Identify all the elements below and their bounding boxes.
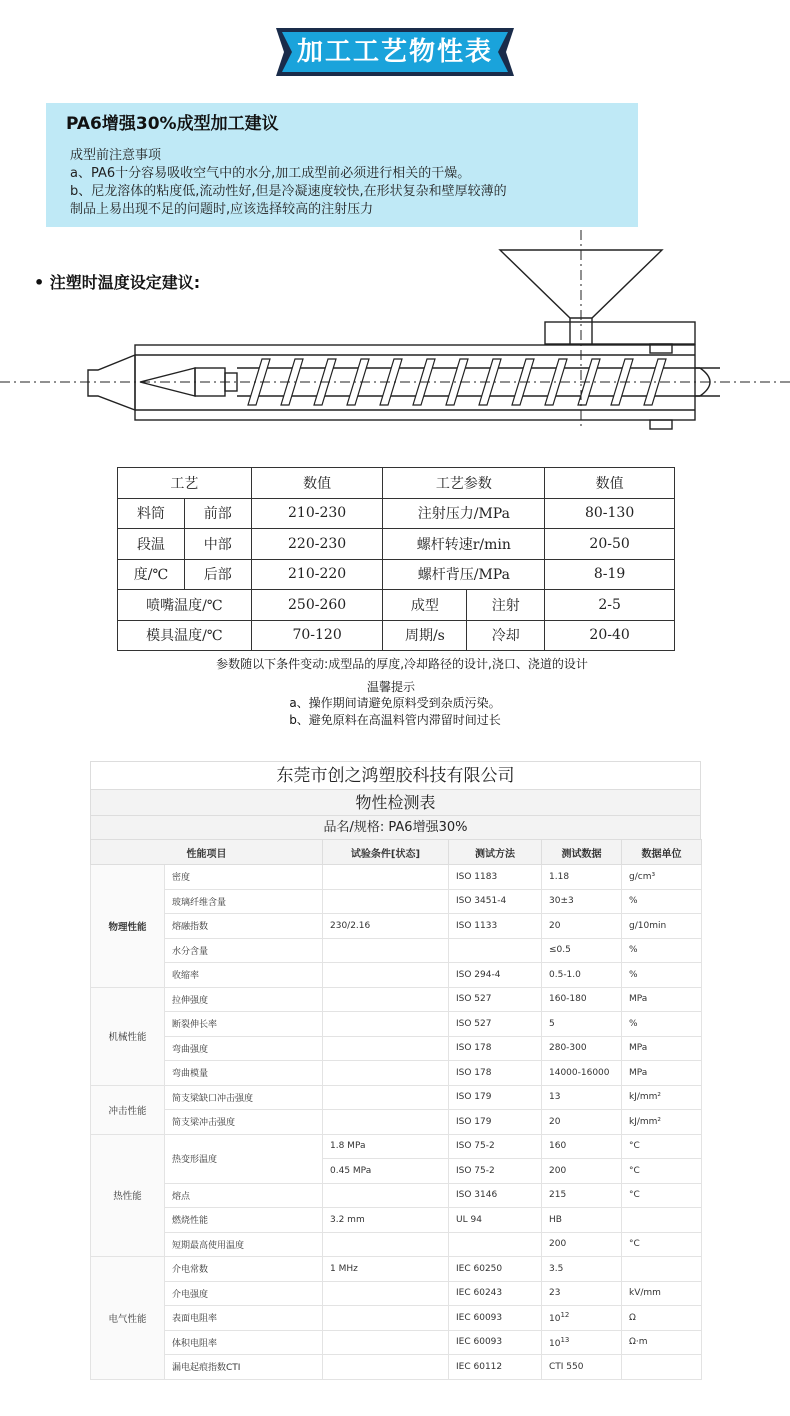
- unit-cell: MPa: [622, 1061, 702, 1086]
- mold-value: 70-120: [251, 620, 383, 651]
- property-row: [91, 1012, 702, 1037]
- item-label: 简支梁缺口冲击强度: [165, 1085, 323, 1110]
- unit-cell: °C: [622, 1232, 702, 1257]
- barrel-label: 段温: [118, 529, 185, 560]
- condition-cell: 0.45 MPa: [323, 1159, 449, 1184]
- property-row: [91, 1355, 702, 1380]
- inject-label: 注射: [467, 590, 545, 621]
- condition-cell: [323, 1183, 449, 1208]
- value-cell: CTI 550: [542, 1355, 622, 1380]
- item-label: 体积电阻率: [165, 1330, 323, 1355]
- property-row: [91, 987, 702, 1012]
- unit-cell: g/cm³: [622, 865, 702, 890]
- group-label: 热性能: [91, 1134, 165, 1257]
- value-cell: 160: [542, 1134, 622, 1159]
- unit-cell: g/10min: [622, 914, 702, 939]
- property-table: [90, 839, 702, 1380]
- item-label: 热变形温度: [165, 1134, 323, 1183]
- tip-line: a、操作期间请避免原料受到杂质污染。: [289, 696, 501, 710]
- group-label: 机械性能: [91, 987, 165, 1085]
- condition-cell: 230/2.16: [323, 914, 449, 939]
- method-cell: ISO 75-2: [449, 1159, 542, 1184]
- method-cell: ISO 3146: [449, 1183, 542, 1208]
- item-label: 弯曲强度: [165, 1036, 323, 1061]
- value-cell: 20: [542, 1110, 622, 1135]
- param-label: 注射压力/MPa: [383, 498, 545, 529]
- unit-cell: kJ/mm²: [622, 1085, 702, 1110]
- nozzle-label: 喷嘴温度/℃: [118, 590, 252, 621]
- item-label: 表面电阻率: [165, 1306, 323, 1331]
- zone-label: 中部: [184, 529, 251, 560]
- property-row: [91, 914, 702, 939]
- value-cell: 200: [542, 1232, 622, 1257]
- condition-cell: [323, 1110, 449, 1135]
- unit-cell: kV/mm: [622, 1281, 702, 1306]
- unit-cell: %: [622, 938, 702, 963]
- item-label: 燃烧性能: [165, 1208, 323, 1233]
- value-cell: 215: [542, 1183, 622, 1208]
- cycle-label: 周期/s: [383, 620, 467, 651]
- sheet-title: 物性检测表: [90, 789, 701, 815]
- method-cell: ISO 294-4: [449, 963, 542, 988]
- method-cell: ISO 179: [449, 1110, 542, 1135]
- unit-cell: °C: [622, 1159, 702, 1184]
- property-row: [91, 889, 702, 914]
- param-value: 20-50: [545, 529, 675, 560]
- col-header: 数据单位: [622, 840, 702, 865]
- value-cell: 0.5-1.0: [542, 963, 622, 988]
- col-header: 数值: [545, 468, 675, 499]
- nozzle-value: 250-260: [251, 590, 383, 621]
- property-row: [91, 1281, 702, 1306]
- param-label: 螺杆转速r/min: [383, 529, 545, 560]
- value-cell: [542, 1306, 622, 1331]
- unit-cell: [622, 1355, 702, 1380]
- value-base: 10: [549, 1338, 561, 1349]
- zone-value: 210-220: [251, 559, 383, 590]
- inject-value: 2-5: [545, 590, 675, 621]
- tip-line: b、避免原料在高温料管内滞留时间过长: [289, 713, 501, 727]
- item-label: 介电强度: [165, 1281, 323, 1306]
- advice-box: [46, 103, 638, 227]
- property-row: [91, 938, 702, 963]
- condition-cell: [323, 1306, 449, 1331]
- zone-value: 210-230: [251, 498, 383, 529]
- condition-cell: [323, 1281, 449, 1306]
- value-cell: 3.5: [542, 1257, 622, 1282]
- col-header: 数值: [251, 468, 383, 499]
- property-row: [91, 1232, 702, 1257]
- item-label: 简支梁冲击强度: [165, 1110, 323, 1135]
- method-cell: ISO 75-2: [449, 1134, 542, 1159]
- unit-cell: kJ/mm²: [622, 1110, 702, 1135]
- item-label: 玻璃纤维含量: [165, 889, 323, 914]
- param-value: 80-130: [545, 498, 675, 529]
- item-label: 水分含量: [165, 938, 323, 963]
- property-row: [91, 1085, 702, 1110]
- unit-cell: °C: [622, 1134, 702, 1159]
- value-base: 10: [549, 1314, 561, 1325]
- unit-cell: %: [622, 1012, 702, 1037]
- condition-cell: [323, 963, 449, 988]
- method-cell: ISO 527: [449, 987, 542, 1012]
- injection-screw-diagram: [0, 230, 790, 440]
- unit-cell: MPa: [622, 987, 702, 1012]
- unit-cell: MPa: [622, 1036, 702, 1061]
- condition-cell: [323, 1355, 449, 1380]
- cool-value: 20-40: [545, 620, 675, 651]
- method-cell: IEC 60093: [449, 1306, 542, 1331]
- property-row: [91, 1183, 702, 1208]
- property-row: [91, 1061, 702, 1086]
- col-header: 测试方法: [449, 840, 542, 865]
- method-cell: ISO 178: [449, 1036, 542, 1061]
- group-label: 电气性能: [91, 1257, 165, 1380]
- method-cell: IEC 60243: [449, 1281, 542, 1306]
- method-cell: IEC 60250: [449, 1257, 542, 1282]
- col-header: 试验条件[状态]: [323, 840, 449, 865]
- method-cell: [449, 1232, 542, 1257]
- value-cell: 14000-16000: [542, 1061, 622, 1086]
- advice-line: a、PA6十分容易吸收空气中的水分,加工成型前必须进行相关的干燥。: [70, 166, 471, 181]
- param-label: 螺杆背压/MPa: [383, 559, 545, 590]
- unit-cell: [622, 1257, 702, 1282]
- tip-title: 温馨提示: [366, 680, 415, 694]
- barrel-label: 度/℃: [118, 559, 185, 590]
- value-cell: 5: [542, 1012, 622, 1037]
- advice-title: PA6增强30%成型加工建议: [66, 114, 279, 134]
- property-row: [91, 1306, 702, 1331]
- item-label: 弯曲模量: [165, 1061, 323, 1086]
- variation-note: 参数随以下条件变动:成型品的厚度,冷却路径的设计,浇口、浇道的设计: [216, 657, 588, 671]
- value-cell: 200: [542, 1159, 622, 1184]
- method-cell: ISO 179: [449, 1085, 542, 1110]
- value-cell: 280-300: [542, 1036, 622, 1061]
- item-label: 熔融指数: [165, 914, 323, 939]
- property-row: [91, 1208, 702, 1233]
- advice-line: b、尼龙溶体的粘度低,流动性好,但是冷凝速度较快,在形状复杂和壁厚较薄的: [70, 184, 507, 199]
- value-cell: 1.18: [542, 865, 622, 890]
- value-cell: 20: [542, 914, 622, 939]
- param-value: 8-19: [545, 559, 675, 590]
- value-cell: ≤0.5: [542, 938, 622, 963]
- item-label: 介电常数: [165, 1257, 323, 1282]
- group-label: 冲击性能: [91, 1085, 165, 1134]
- property-row: [91, 963, 702, 988]
- mold-label: 模具温度/℃: [118, 620, 252, 651]
- condition-cell: [323, 1012, 449, 1037]
- unit-cell: [622, 1208, 702, 1233]
- condition-cell: 1 MHz: [323, 1257, 449, 1282]
- col-header: 工艺参数: [383, 468, 545, 499]
- condition-cell: [323, 1085, 449, 1110]
- condition-cell: [323, 1232, 449, 1257]
- unit-cell: °C: [622, 1183, 702, 1208]
- item-label: 收缩率: [165, 963, 323, 988]
- col-header: 工艺: [118, 468, 252, 499]
- condition-cell: [323, 865, 449, 890]
- process-parameter-table: [117, 467, 675, 651]
- method-cell: UL 94: [449, 1208, 542, 1233]
- page-title: 加工工艺物性表: [296, 37, 493, 67]
- method-cell: IEC 60112: [449, 1355, 542, 1380]
- condition-cell: [323, 1330, 449, 1355]
- property-row: [91, 1036, 702, 1061]
- page-banner: [270, 22, 520, 82]
- item-label: 短期最高使用温度: [165, 1232, 323, 1257]
- condition-cell: [323, 987, 449, 1012]
- condition-cell: [323, 1036, 449, 1061]
- property-row: [91, 1110, 702, 1135]
- product-name: 品名/规格: PA6增强30%: [90, 815, 701, 839]
- condition-cell: [323, 938, 449, 963]
- method-cell: ISO 3451-4: [449, 889, 542, 914]
- col-header: 性能项目: [91, 840, 323, 865]
- method-cell: IEC 60093: [449, 1330, 542, 1355]
- property-row: [91, 1330, 702, 1355]
- group-label: 物理性能: [91, 865, 165, 988]
- value-cell: 160-180: [542, 987, 622, 1012]
- value-cell: 13: [542, 1085, 622, 1110]
- item-label: 漏电起痕指数CTI: [165, 1355, 323, 1380]
- condition-cell: [323, 1061, 449, 1086]
- advice-subtitle: 成型前注意事项: [70, 148, 162, 163]
- col-header: 测试数据: [542, 840, 622, 865]
- zone-label: 前部: [184, 498, 251, 529]
- item-label: 断裂伸长率: [165, 1012, 323, 1037]
- method-cell: ISO 527: [449, 1012, 542, 1037]
- method-cell: ISO 1133: [449, 914, 542, 939]
- company-name: 东莞市创之鸿塑胶科技有限公司: [90, 761, 701, 789]
- property-row: [91, 1134, 702, 1159]
- property-sheet: [90, 761, 701, 1380]
- item-label: 熔点: [165, 1183, 323, 1208]
- advice-line: 制品上易出现不足的问题时,应该选择较高的注射压力: [70, 202, 374, 217]
- barrel-label: 料筒: [118, 498, 185, 529]
- unit-cell: Ω: [622, 1306, 702, 1331]
- value-cell: [542, 1330, 622, 1355]
- zone-value: 220-230: [251, 529, 383, 560]
- value-exponent: 12: [560, 1311, 570, 1320]
- method-cell: ISO 1183: [449, 865, 542, 890]
- cool-label: 冷却: [467, 620, 545, 651]
- property-row: [91, 1257, 702, 1282]
- method-cell: ISO 178: [449, 1061, 542, 1086]
- unit-cell: %: [622, 889, 702, 914]
- value-cell: HB: [542, 1208, 622, 1233]
- temperature-title: • 注塑时温度设定建议:: [34, 273, 201, 292]
- method-cell: [449, 938, 542, 963]
- condition-cell: 3.2 mm: [323, 1208, 449, 1233]
- property-row: [91, 865, 702, 890]
- value-cell: 30±3: [542, 889, 622, 914]
- condition-cell: 1.8 MPa: [323, 1134, 449, 1159]
- unit-cell: %: [622, 963, 702, 988]
- value-exponent: 13: [560, 1335, 570, 1344]
- item-label: 拉伸强度: [165, 987, 323, 1012]
- condition-cell: [323, 889, 449, 914]
- value-cell: 23: [542, 1281, 622, 1306]
- item-label: 密度: [165, 865, 323, 890]
- unit-cell: Ω·m: [622, 1330, 702, 1355]
- zone-label: 后部: [184, 559, 251, 590]
- cycle-label: 成型: [383, 590, 467, 621]
